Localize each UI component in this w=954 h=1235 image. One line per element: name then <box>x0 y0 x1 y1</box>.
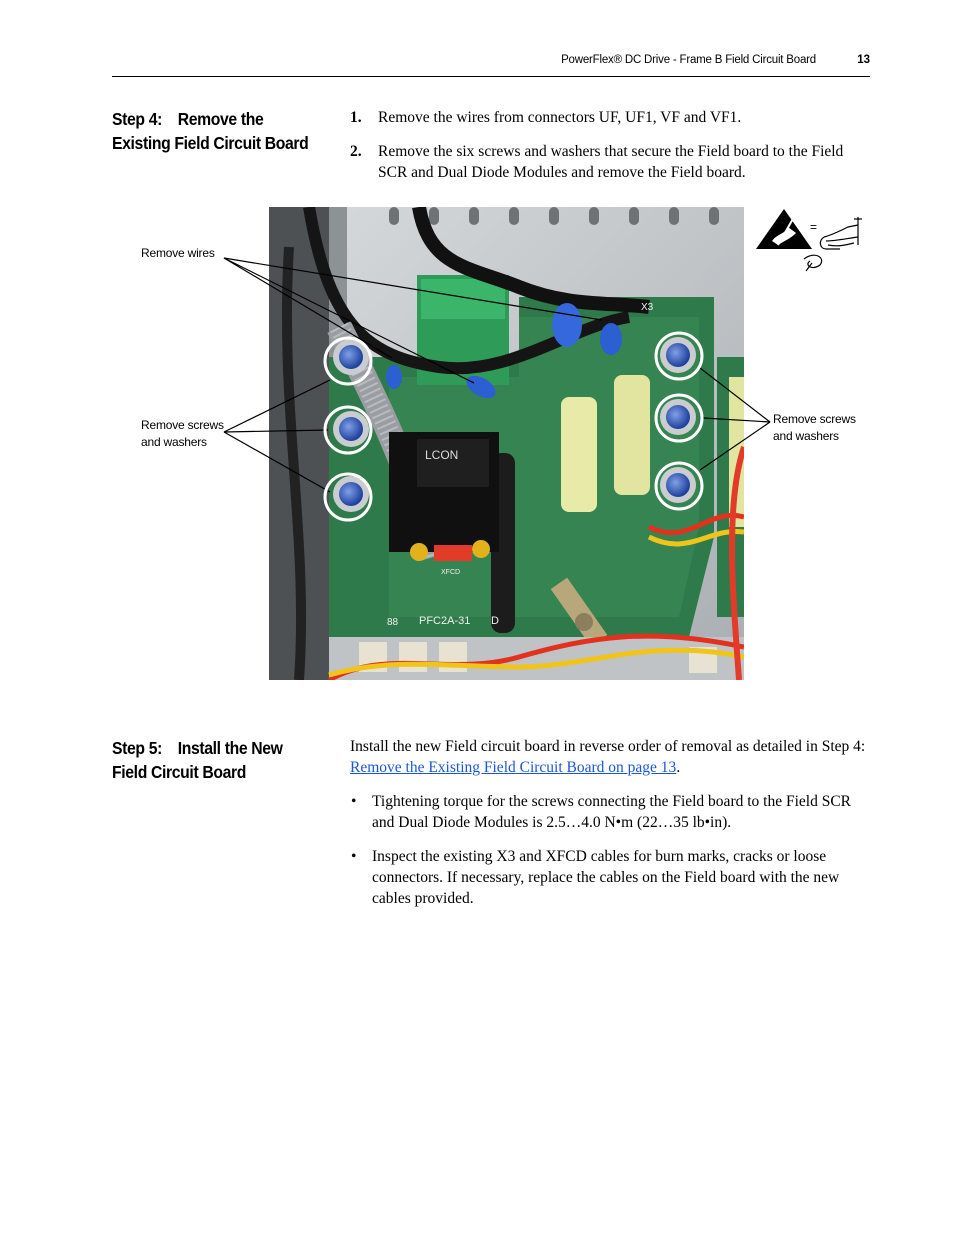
esd-equals-sign: = <box>810 220 818 234</box>
list-item: 1. Remove the wires from connectors UF, UF1, VF and VF1. <box>350 109 742 126</box>
list-item: 2. Remove the six screws and washers that secure the Field board to the Field SCR and Dual Diode Modules and remove the Field board. <box>350 143 844 181</box>
step4-heading <box>112 107 346 155</box>
list-item: • Inspect the existing X3 and XFCD cables for burn marks, cracks or loose connectors. If necessary, replace the cables on the Field board with the new cables provided. <box>351 848 840 907</box>
step5-intro: Install the new Field circuit board in reverse order of removal as detailed in Step 4: Remove the Existing Field Circuit Board on page 13. <box>350 738 866 776</box>
step5-bullets <box>350 791 870 909</box>
step5-body <box>350 736 870 909</box>
esd-icon-graphic <box>754 205 864 275</box>
step4-body <box>350 107 870 196</box>
cross-reference-link[interactable]: Remove the Existing Field Circuit Board on page 13 <box>350 759 677 776</box>
step4-title-line2: Existing Field Circuit Board <box>112 133 309 153</box>
step4-number: Step 4: <box>112 109 162 129</box>
callout-left-screws: Remove screws and washers <box>141 418 224 449</box>
esd-warning-icon <box>754 205 864 275</box>
board-label-text: PFC2A-31 <box>419 615 471 627</box>
board-mark-text: 88 <box>387 617 399 628</box>
header-title: PowerFlex® DC Drive - Frame B Field Circuit Board <box>561 54 816 66</box>
page-number: 13 <box>857 54 870 66</box>
field-board-photo <box>269 207 744 680</box>
board-x3-text: X3 <box>641 302 654 313</box>
step5-title-line1: Install the New <box>177 738 283 758</box>
page-header <box>112 52 870 77</box>
list-item: • Tightening torque for the screws connecting the Field board to the Field SCR and Dual Diode Modules is 2.5…4.0 N•m (22…35 lb•in). <box>351 793 852 831</box>
step5-number: Step 5: <box>112 738 162 758</box>
step4-title-line1: Remove the <box>177 109 264 129</box>
board-rev-text: D <box>491 615 499 627</box>
board-xfcd-text: XFCD <box>441 569 461 576</box>
step5-title-line2: Field Circuit Board <box>112 762 247 782</box>
board-brand-text: LCON <box>425 448 459 462</box>
step5-heading <box>112 736 346 784</box>
board-illustration <box>269 207 744 680</box>
callout-remove-wires: Remove wires <box>141 246 215 260</box>
callout-right-screws: Remove screws and washers <box>773 412 856 443</box>
step4-list <box>350 107 870 183</box>
